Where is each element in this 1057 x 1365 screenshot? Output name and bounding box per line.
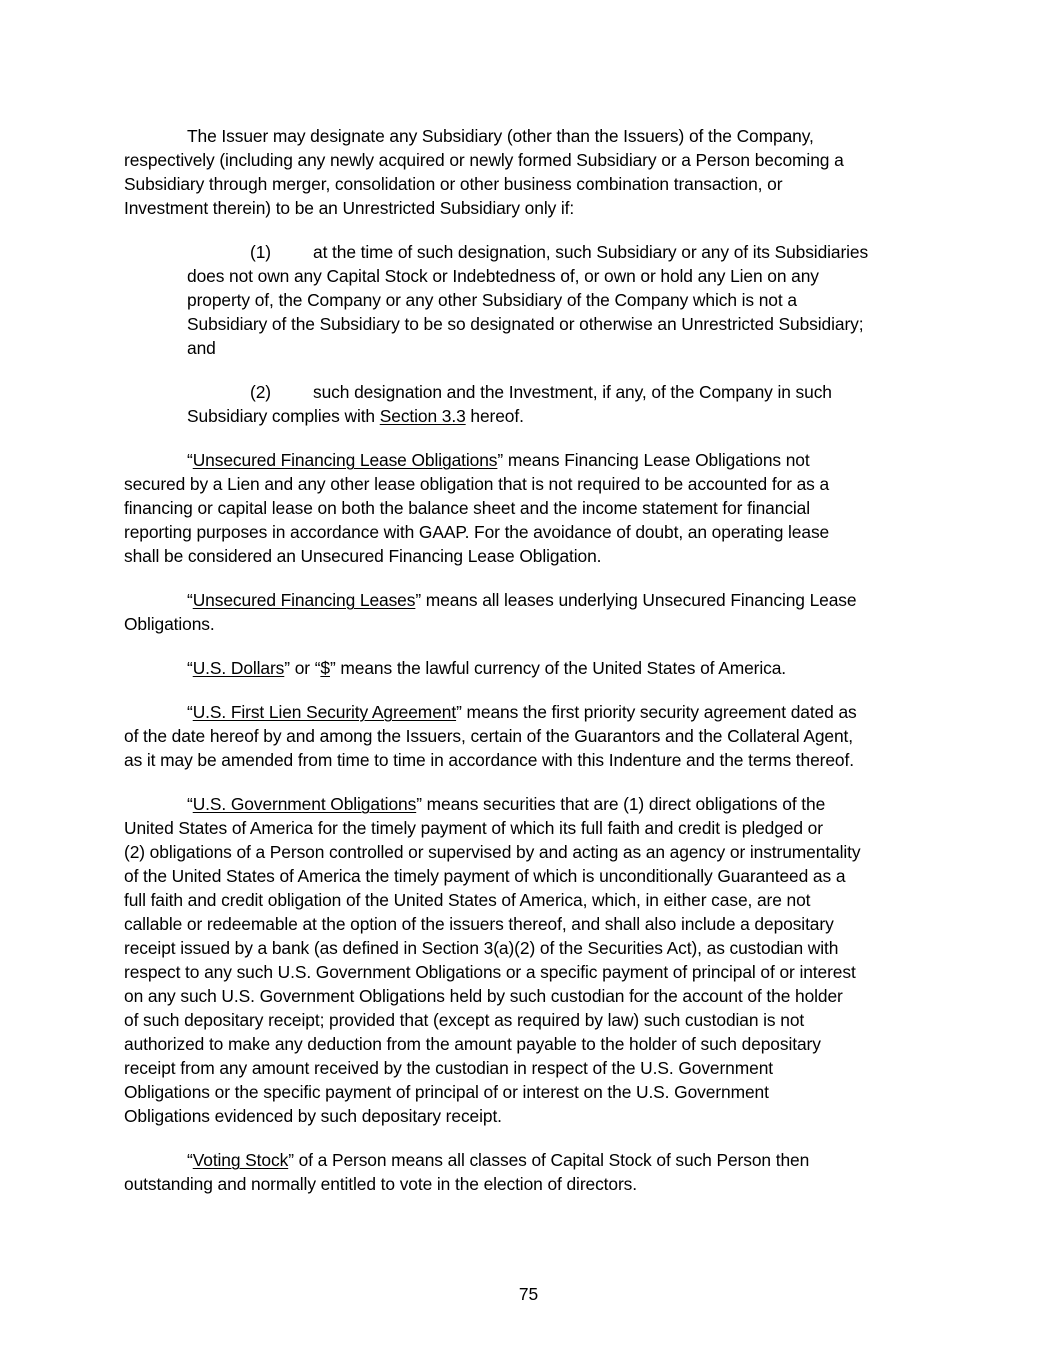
section-reference-link[interactable]: Section 3.3	[379, 406, 466, 426]
definition-line: as it may be amended from time to time in accordance with this Indenture and the terms thereof.	[124, 750, 854, 770]
definition-line: respect to any such U.S. Government Obligations or a specific payment of principal of or interest	[124, 962, 856, 982]
defined-term-dollar-sign: $	[320, 658, 330, 678]
defined-term: Unsecured Financing Leases	[192, 590, 416, 610]
definition-us-government-obligations: “U.S. Government Obligations” means securities that are (1) direct obligations of the United States of America for the timely payment of which its full faith and credit is pledged or (2) obligations of a Person controlled or supervised by and acting as an agency or instrumentality of the United States of America the timely payment of which is unconditionally Guaranteed as a full faith and credit obligation of the United States of America, which, in either case, are not callable or redeemable at the option of the issuers thereof, and shall also include a depositary receipt issued by a bank (as defined in Section 3(a)(2) of the Securities Act), as custodian with respect to any such U.S. Government Obligations or a specific payment of principal of or interest on any such U.S. Government Obligations held by such custodian for the account of the holder of such depositary receipt; provided that (except as required by law) such custodian is not authorized to make any deduction from the amount payable to the holder of such depositary receipt from any amount received by the custodian in respect of the U.S. Government Obligations or the specific payment of principal of or interest on the U.S. Government Obligations evidenced by such depositary receipt.	[124, 794, 861, 1126]
definition-line: Obligations or the specific payment of principal of or interest on the U.S. Government	[124, 1082, 769, 1102]
definition-line: receipt issued by a bank (as defined in Section 3(a)(2) of the Securities Act), as custodian with	[124, 938, 839, 958]
definition-connector: ” or “	[284, 658, 321, 678]
clause-1-first-line: at the time of such designation, such Subsidiary or any of its Subsidiaries	[313, 242, 869, 262]
clause-1	[187, 240, 936, 360]
definition-first-line: ” means Financing Lease Obligations not	[497, 450, 810, 470]
clause-2-line-2-post: hereof.	[465, 406, 524, 426]
definition-us-dollars: “U.S. Dollars” or “$” means the lawful currency of the United States of America.	[187, 658, 787, 678]
spacer	[124, 680, 936, 700]
clause-1-line-5: and	[187, 338, 216, 358]
definition-line: of the United States of America the timely payment of which is unconditionally Guaranteed as a	[124, 866, 846, 886]
clause-2-number: (2)	[250, 382, 271, 402]
definition-line: (2) obligations of a Person controlled or supervised by and acting as an agency or instrumentality	[124, 842, 861, 862]
definition-voting-stock: “Voting Stock” of a Person means all classes of Capital Stock of such Person then outstanding and normally entitled to vote in the election of directors.	[124, 1150, 810, 1194]
definition-line: of the date hereof by and among the Issuers, certain of the Guarantors and the Collateral Agent,	[124, 726, 854, 746]
definition-first-line: ” means the lawful currency of the United States of America.	[329, 658, 787, 678]
definition-line: financing or capital lease on both the balance sheet and the income statement for financial	[124, 498, 811, 518]
spacer	[124, 772, 936, 792]
definition-first-line: ” means all leases underlying Unsecured Financing Lease	[415, 590, 857, 610]
definition-line: full faith and credit obligation of the United States of America, which, in either case, are not	[124, 890, 811, 910]
definition-line: United States of America for the timely payment of which its full faith and credit is pledged or	[124, 818, 823, 838]
defined-term: U.S. First Lien Security Agreement	[192, 702, 457, 722]
clause-1-line-3: property of, the Company or any other Subsidiary of the Company which is not a	[187, 290, 797, 310]
definition-line: Obligations.	[124, 614, 215, 634]
definition-line: of such depositary receipt; provided that (except as required by law) such custodian is not	[124, 1010, 805, 1030]
definition-us-first-lien-security-agreement: “U.S. First Lien Security Agreement” means the first priority security agreement dated as of the date hereof by and among the Issuers, certain of the Guarantors and the Collateral Agent, as it may be amended from time to time in accordance with this Indenture and the terms thereof.	[124, 702, 857, 770]
definition-line: reporting purposes in accordance with GAAP. For the avoidance of doubt, an operating lease	[124, 522, 830, 542]
definition-line: authorized to make any deduction from the amount payable to the holder of such depositary	[124, 1034, 821, 1054]
defined-term: U.S. Government Obligations	[192, 794, 417, 814]
definition-line: shall be considered an Unsecured Financing Lease Obligation.	[124, 546, 602, 566]
spacer	[124, 360, 936, 380]
definition-line: Obligations evidenced by such depositary receipt.	[124, 1106, 502, 1126]
spacer	[124, 220, 936, 240]
intro-line-3: Subsidiary through merger, consolidation or other business combination transaction, or	[124, 174, 783, 194]
page-number: 75	[518, 1284, 539, 1304]
spacer	[124, 568, 936, 588]
page-content	[124, 124, 936, 1196]
clause-1-line-2: does not own any Capital Stock or Indebtedness of, or own or hold any Lien on any	[187, 266, 819, 286]
defined-term: Voting Stock	[192, 1150, 289, 1170]
intro-line-2: respectively (including any newly acquired or newly formed Subsidiary or a Person becoming a	[124, 150, 844, 170]
spacer	[124, 1128, 936, 1148]
clause-1-line-4: Subsidiary of the Subsidiary to be so designated or otherwise an Unrestricted Subsidiary;	[187, 314, 864, 334]
definition-first-line: ” of a Person means all classes of Capital Stock of such Person then	[288, 1150, 810, 1170]
clause-2-line-2-pre: Subsidiary complies with	[187, 406, 380, 426]
clause-2-first-line: such designation and the Investment, if any, of the Company in such	[313, 382, 832, 402]
intro-line-1: The Issuer may designate any Subsidiary (other than the Issuers) of the Company,	[187, 126, 814, 146]
clause-1-number: (1)	[250, 242, 271, 262]
definition-first-line: ” means the first priority security agreement dated as	[456, 702, 857, 722]
definition-line: outstanding and normally entitled to vote in the election of directors.	[124, 1174, 637, 1194]
definition-line: secured by a Lien and any other lease obligation that is not required to be accounted for as a	[124, 474, 830, 494]
definition-line: callable or redeemable at the option of the issuers thereof, and shall also include a depositary	[124, 914, 834, 934]
spacer	[124, 428, 936, 448]
defined-term: Unsecured Financing Lease Obligations	[192, 450, 498, 470]
definition-unsecured-financing-lease-obligations: “Unsecured Financing Lease Obligations” means Financing Lease Obligations not secured by a Lien and any other lease obligation that is not required to be accounted for as a financing or capital lease on both the balance sheet and the income statement for financial reporting purposes in accordance with GAAP. For the avoidance of doubt, an operating lease shall be considered an Unsecured Financing Lease Obligation.	[124, 450, 830, 566]
intro-paragraph	[124, 124, 936, 220]
intro-line-4: Investment therein) to be an Unrestricted Subsidiary only if:	[124, 198, 575, 218]
clause-2	[187, 380, 936, 428]
definition-unsecured-financing-leases: “Unsecured Financing Leases” means all leases underlying Unsecured Financing Lease Obligations.	[124, 590, 857, 634]
definition-first-line: ” means securities that are (1) direct obligations of the	[416, 794, 826, 814]
defined-term: U.S. Dollars	[192, 658, 285, 678]
spacer	[124, 636, 936, 656]
definition-line: receipt from any amount received by the custodian in respect of the U.S. Government	[124, 1058, 774, 1078]
definition-line: on any such U.S. Government Obligations held by such custodian for the account of the holder	[124, 986, 843, 1006]
